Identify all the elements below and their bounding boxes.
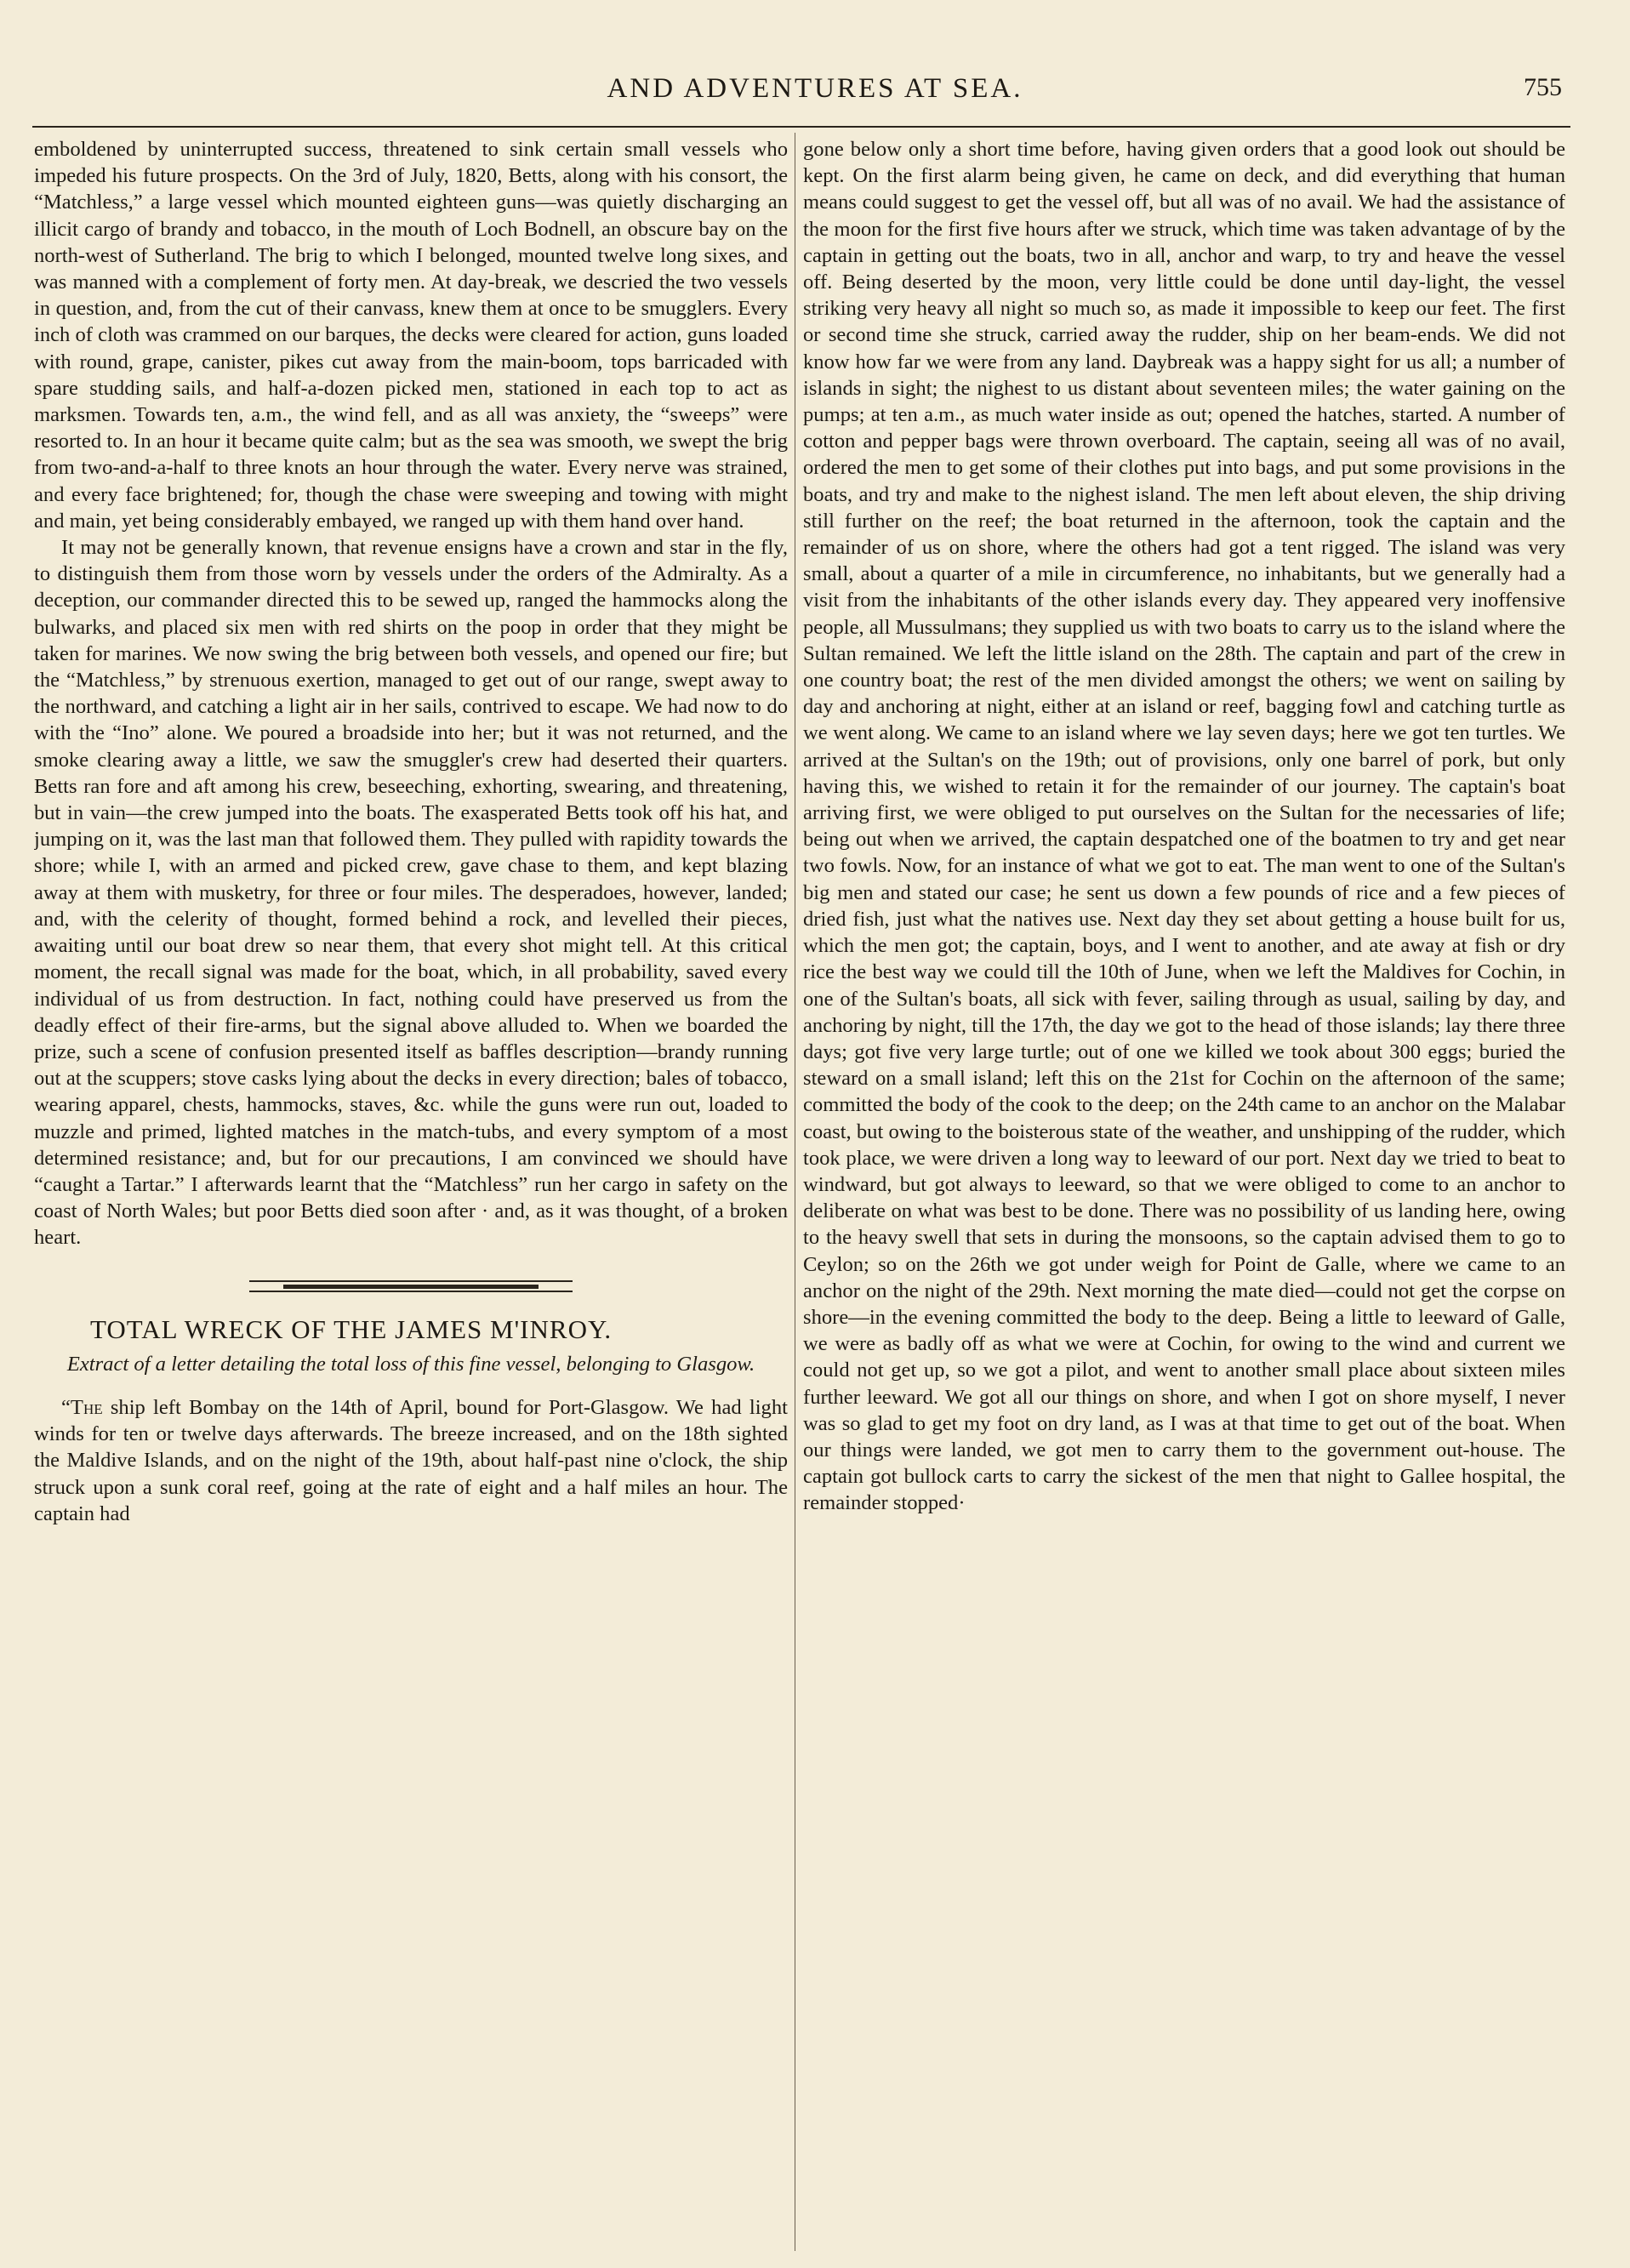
article-paragraph [34,1394,788,1527]
left-column [34,136,788,2246]
section-subtitle: Extract of a letter detailing the total loss of this fine vessel, belonging to Glasgow. [66,1352,755,1376]
running-title: AND ADVENTURES AT SEA. [607,73,1023,104]
article-paragraph: emboldened by uninterrupted success, threatened to sink certain small vessels who impeded his future prospects. On the 3rd of July, 1820, Betts, along with his consort, the “Matchless,” a large vessel which mounted eighteen guns—was quietly discharging an illicit cargo of brandy and tobacco, in the mouth of Loch Bodnell, an obscure bay on the north-west of Sutherland. The brig to which I belonged, mounted twelve long sixes, and was manned with a complement of forty men. At day-break, we descried the two vessels in question, and, from the cut of their canvass, knew them at once to be smugglers. Every inch of cloth was crammed on our barques, the decks were cleared for action, guns loaded with round, grape, canister, pikes cut away from the main-boom, tops barricaded with spare studding sails, and half-a-dozen picked men, stationed in each top to act as marksmen. Towards ten, a.m., the wind fell, and as all was anxiety, the “sweeps” were resorted to. In an hour it became quite calm; but as the sea was smooth, we swept the brig from two-and-a-half to three knots an hour through the water. Every nerve was strained, and every face brightened; for, though the chase were sweeping and towing with might and main, yet being considerably embayed, we ranged up with them hand over hand. [34,138,788,533]
paragraph-text: ship left Bombay on the 14th of April, bound for Port-Glasgow. We had light winds for ten or twelve days afterwards. The breeze increased, and on the 18th sighted the Maldive Islands, and on the night of the 19th, about half-past nine o'clock, the ship struck upon a sunk coral reef, going at the rate of eight and a half miles an hour. The captain had [34,1395,788,1525]
section-title: TOTAL WRECK OF THE JAMES M'INROY. [90,1314,613,1344]
article-paragraph: gone below only a short time before, having given orders that a good look out should be kept. On the first alarm being given, he came on deck, and did everything that human means could suggest to get the vessel off, but all was of no avail. We had the assistance of the moon for the first five hours after we struck, which time was taken advantage of by the captain in getting out the boats, two in all, anchor and warp, to try and heave the vessel off. Being deserted by the moon, very little could be done until day-light, the vessel striking very heavy all night so much so, as made it impossible to keep our feet. The first or second time she struck, carried away the rudder, ship on her beam-ends. We did not know how far we were from any land. Daybreak was a happy sight for us all; a number of islands in sight; the nighest to us distant about seventeen miles; the water gaining on the pumps; at ten a.m., as much water inside as out; opened the hatches, started. A number of cotton and pepper bags were thrown overboard. The captain, seeing all was of no avail, ordered the men to get some of their clothes put into bags, and put some provisions in the boats, and try and make to the nighest island. The men left about eleven, the ship driving still further on the reef; the boat returned in the afternoon, took the captain and the remainder of us on shore, where the others had got a tent rigged. The island was very small, about a quarter of a mile in circumference, no inhabitants, but we generally had a visit from the inhabitants of the other islands every day. They appeared very inoffensive people, all Mussulmans; they supplied us with two boats to carry us to the island where the Sultan remained. We left the little island on the 28th. The captain and part of the crew in one country boat; the rest of the men divided amongst the others; we went on sailing by day and anchoring at night, either at an island or reef, bagging fowl and catching turtle as we went along. We came to an island where we lay seven days; here we got ten turtles. We arrived at the Sultan's on the 19th; out of provisions, only one barrel of pork, but only having this, we wished to retain it for the remainder of our journey. The captain's boat arriving first, we were obliged to put ourselves on the Sultan for the necessaries of life; being out when we arrived, the captain despatched one of the boatmen to try and get near two fowls. Now, for an instance of what we got to eat. The man went to one of the Sultan's big men and stated our case; he sent us down a few pounds of rice and a few pieces of dried fish, just what the natives use. Next day they set about getting a house built for us, which the men got; the captain, boys, and I went to another, and ate away at fish or dry rice the best way we could till the 10th of June, when we left the Maldives for Cochin, in one of the Sultan's boats, all sick with fever, sailing through as usual, sailing by day, and anchoring by night, till the 17th, the day we got to the head of those islands; lay there three days; got five very large turtle; out of one we killed we took about 300 eggs; buried the steward on a small island; left this on the 21st for Cochin on the afternoon of the same; committed the body of the cook to the deep; on the 24th came to an anchor on the Malabar coast, but owing to the boisterous state of the weather, and unshipping of the rudder, which took place, we were driven a long way to leeward of our port. Next day we tried to beat to windward, but got always to leeward, so that we were obliged to come to an anchor to deliberate on what was best to be done. There was no possibility of us landing here, owing to the heavy swell that sets in during the monsoons, so the captain advised them to go to Ceylon; so on the 26th we got under weigh for Point de Galle, where we came to an anchor on the night of the 29th. Next morning the mate died—could not get the corpse on shore—in the evening committed the body to the deep. Being a little to leeward of Galle, we were as badly off as what we were at Cochin, for owing to the wind and current we could not get up, so we got a pilot, and went to another small place about sixteen miles further leeward. We got all our things on shore, and when I got on shore myself, I never was so glad to get my foot on dry land, as I was at that time to get out of the boat. When our things were landed, we got men to carry them to the government out-house. The captain got bullock carts to carry the sickest of the men that night to Gallee hospital, the remainder stopped· [803,138,1565,1515]
page-number: 755 [1524,73,1562,101]
running-header [34,73,1596,111]
section-divider-ornament [249,1280,573,1291]
article-paragraph: It may not be generally known, that revenue ensigns have a crown and star in the fly, to distinguish them from those worn by vessels under the orders of the Admiralty. As a deception, our commander directed this to be sewed up, ranged the hammocks along the bulwarks, and placed six men with red shirts on the poop in order that they might be taken for marines. We now swing the brig between both vessels, and opened our fire; but the “Matchless,” by strenuous exertion, managed to get out of our range, swept away to the northward, and catching a light air in her sails, contrived to escape. We had now to do with the “Ino” alone. We poured a broadside into her; but it was not returned, and the smoke clearing away a little, we saw the smuggler's crew had deserted their quarters. Betts ran fore and aft among his crew, beseeching, exhorting, swearing, and threatening, but in vain—the crew jumped into the boats. The exasperated Betts took off his hat, and jumping on it, was the last man that followed them. They pulled with rapidity towards the shore; while I, with an armed and picked crew, gave chase to them, and kept blazing away at them with musketry, for three or four miles. The desperadoes, however, landed; and, with the celerity of thought, formed behind a rock, and levelled their pieces, awaiting until our boat drew so near them, that every shot might tell. At this critical moment, the recall signal was made for the boat, which, in all probability, saved every individual of us from destruction. In fact, nothing could have preserved us from the deadly effect of their fire-arms, but the signal above alluded to. When we boarded the prize, such a scene of confusion presented itself as baffles description—brandy running out at the scuppers; stove casks lying about the decks in every direction; bales of tobacco, wearing apparel, chests, hammocks, staves, &c. while the guns were run out, loaded to muzzle and primed, lighted matches in the match-tubs, and every symptom of a most determined resistance; and, but for our precautions, I am convinced we should have “caught a Tartar.” I afterwards learnt that the “Matchless” run her cargo in safety on the coast of North Wales; but poor Betts died soon after · and, as it was thought, of a broken heart. [34,536,788,1250]
lead-word: “The [61,1395,103,1419]
right-column [803,136,1565,2246]
header-rule [32,126,1570,128]
